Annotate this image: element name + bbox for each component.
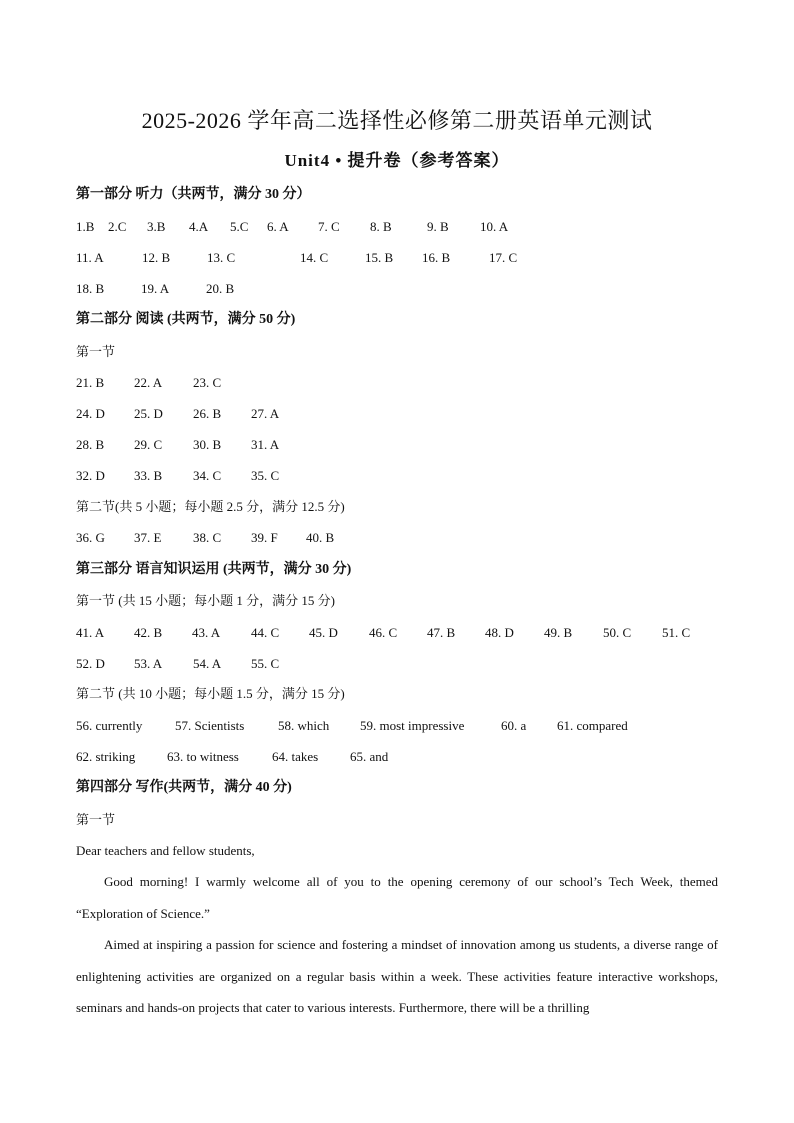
answer-item: 52. D <box>76 656 105 671</box>
part3-section1-label: 第一节 (共 15 小题；每小题 1 分，满分 15 分) <box>76 593 335 608</box>
answer-item: 54. A <box>193 656 222 671</box>
answer-item: 34. C <box>193 468 222 483</box>
answer-item: 19. A <box>141 281 170 296</box>
answer-item: 6. A <box>267 219 289 234</box>
answer-item: 10. A <box>480 219 509 234</box>
answer-item: 33. B <box>134 468 163 483</box>
answer-item: 48. D <box>485 625 514 640</box>
answer-item: 55. C <box>251 656 280 671</box>
answer-item: 47. B <box>427 625 456 640</box>
answer-item: 50. C <box>603 625 632 640</box>
answer-item: 8. B <box>370 219 392 234</box>
answer-item: 41. A <box>76 625 105 640</box>
answer-item: 62. striking <box>76 749 136 764</box>
answer-item: 29. C <box>134 437 163 452</box>
answer-item: 43. A <box>192 625 221 640</box>
answer-item: 59. most impressive <box>360 718 465 733</box>
answer-item: 39. F <box>251 530 278 545</box>
answer-item: 42. B <box>134 625 163 640</box>
answer-item: 4.A <box>189 219 209 234</box>
document-title: 2025-2026 学年高二选择性必修第二册英语单元测试 <box>141 108 653 133</box>
answer-item: 58. which <box>278 718 330 733</box>
answer-item: 22. A <box>134 375 163 390</box>
answer-item: 27. A <box>251 406 280 421</box>
part2-heading: 第二部分 阅读 (共两节，满分 50 分) <box>76 312 296 327</box>
answer-item: 44. C <box>251 625 280 640</box>
letter-paragraph-2: Aimed at inspiring a passion for science and fostering a mindset of innovation among us students, a diverse range of enlightening activities are organized on a regular basis within a week. These activities feature interactive workshops, seminars and hands-on projects that cater to various interests. Furthermore, there will be a thrilling <box>76 937 718 1015</box>
answer-item: 9. B <box>427 219 449 234</box>
answer-item: 28. B <box>76 437 105 452</box>
part2-section2-label: 第二节(共 5 小题；每小题 2.5 分，满分 12.5 分) <box>76 499 345 514</box>
part4-section1-label: 第一节 <box>76 812 116 827</box>
answer-item: 61. compared <box>557 718 628 733</box>
answer-item: 57. Scientists <box>175 718 245 733</box>
document-subtitle: Unit4 • 提升卷（参考答案） <box>284 151 510 170</box>
letter-salutation: Dear teachers and fellow students, <box>76 843 255 858</box>
part3-heading: 第三部分 语言知识运用 (共两节，满分 30 分) <box>76 562 352 577</box>
answer-item: 15. B <box>365 250 394 265</box>
part3-section2-label: 第二节 (共 10 小题；每小题 1.5 分，满分 15 分) <box>76 686 345 701</box>
answer-item: 12. B <box>142 250 171 265</box>
answer-item: 30. B <box>193 437 222 452</box>
answer-item: 20. B <box>206 281 235 296</box>
answer-item: 31. A <box>251 437 280 452</box>
answer-item: 32. D <box>76 468 105 483</box>
answer-item: 23. C <box>193 375 222 390</box>
answer-item: 53. A <box>134 656 163 671</box>
answer-item: 1.B <box>76 219 95 234</box>
answer-item: 11. A <box>76 250 104 265</box>
answer-item: 64. takes <box>272 749 319 764</box>
answer-item: 3.B <box>147 219 166 234</box>
answer-item: 60. a <box>501 718 527 733</box>
answer-item: 51. C <box>662 625 691 640</box>
answer-item: 16. B <box>422 250 451 265</box>
answer-item: 38. C <box>193 530 222 545</box>
part4-heading: 第四部分 写作(共两节，满分 40 分) <box>76 780 292 795</box>
answer-item: 21. B <box>76 375 105 390</box>
answer-item: 5.C <box>230 219 249 234</box>
answer-item: 35. C <box>251 468 280 483</box>
answer-item: 45. D <box>309 625 338 640</box>
answer-item: 26. B <box>193 406 222 421</box>
answer-item: 49. B <box>544 625 573 640</box>
answer-item: 7. C <box>318 219 340 234</box>
answer-item: 36. G <box>76 530 105 545</box>
answer-item: 14. C <box>300 250 329 265</box>
answer-item: 37. E <box>134 530 162 545</box>
part2-section1-label: 第一节 <box>76 344 116 359</box>
answer-item: 65. and <box>350 749 389 764</box>
answer-item: 18. B <box>76 281 105 296</box>
answer-item: 13. C <box>207 250 236 265</box>
part1-heading: 第一部分 听力（共两节，满分 30 分） <box>76 187 311 202</box>
answer-item: 24. D <box>76 406 105 421</box>
answer-item: 56. currently <box>76 718 143 733</box>
answer-item: 2.C <box>108 219 127 234</box>
answer-item: 17. C <box>489 250 518 265</box>
answer-item: 25. D <box>134 406 163 421</box>
answer-item: 40. B <box>306 530 335 545</box>
answer-item: 46. C <box>369 625 398 640</box>
answer-item: 63. to witness <box>167 749 239 764</box>
letter-paragraph-1: Good morning! I warmly welcome all of you to the opening ceremony of our school’s Tech Week, themed “Exploration of Science.” <box>76 874 718 921</box>
